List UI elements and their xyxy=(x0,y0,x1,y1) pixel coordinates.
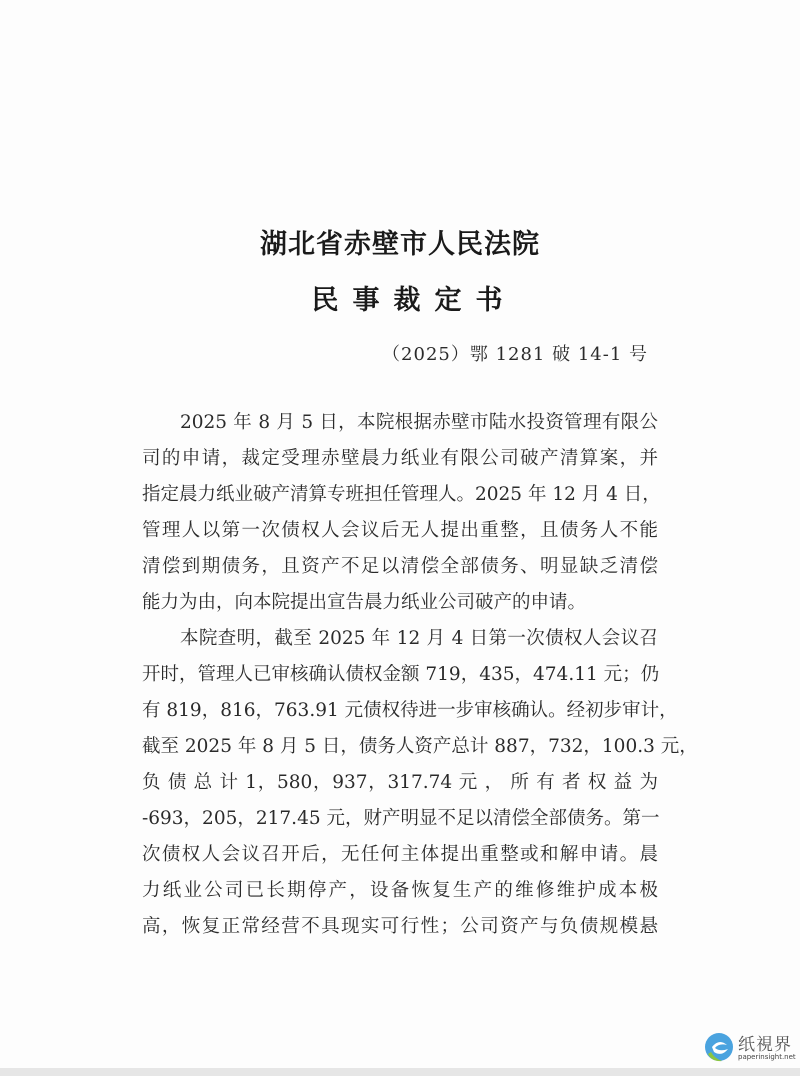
text-line: 负 债 总 计 1，580，937，317.74 元 ， 所 有 者 权 益 为 xyxy=(142,772,658,793)
text-line: 能力为由，向本院提出宣告晨力纸业公司破产的申请。 xyxy=(142,592,587,613)
text-line: -693，205，217.45 元，财产明显不足以清偿全部债务。第一 xyxy=(142,808,660,829)
text-line: 2025 年 8 月 5 日，本院根据赤壁市陆水投资管理有限公 xyxy=(180,412,658,433)
text-line: 次债权人会议召开后，无任何主体提出重整或和解申请。晨 xyxy=(142,844,658,865)
text-line: 本院查明，截至 2025 年 12 月 4 日第一次债权人会议召 xyxy=(180,628,658,649)
document-body xyxy=(142,405,698,945)
text-line: 截至 2025 年 8 月 5 日，债务人资产总计 887，732，100.3 元， xyxy=(142,736,698,757)
text-line: 管理人以第一次债权人会议后无人提出重整，且债务人不能 xyxy=(142,520,658,541)
text-line: 清偿到期债务，且资产不足以清偿全部债务、明显缺乏清偿 xyxy=(142,556,658,577)
text-line: 司的申请，裁定受理赤壁晨力纸业有限公司破产清算案，并 xyxy=(142,448,658,469)
document-type: 民事裁定书 xyxy=(311,285,517,316)
text-line: 指定晨力纸业破产清算专班担任管理人。2025 年 12 月 4 日， xyxy=(142,484,661,505)
bottom-band xyxy=(0,1068,800,1076)
text-line: 力纸业公司已长期停产，设备恢复生产的维修维护成本极 xyxy=(142,880,658,901)
text-line: 开时，管理人已审核确认债权金额 719，435，474.11 元；仍 xyxy=(142,664,660,685)
text-line: 高，恢复正常经营不具现实可行性；公司资产与负债规模悬 xyxy=(142,916,658,937)
case-number: （2025）鄂 1281 破 14-1 号 xyxy=(382,344,648,365)
court-name: 湖北省赤壁市人民法院 xyxy=(260,229,540,260)
watermark-name: 纸視界 xyxy=(738,1035,792,1055)
watermark-logo xyxy=(702,1030,798,1066)
text-line: 有 819，816，763.91 元债权待进一步审核确认。经初步审计， xyxy=(142,700,678,721)
watermark-domain: paperinsight.net xyxy=(738,1053,796,1061)
globe-logo-icon xyxy=(702,1030,736,1064)
